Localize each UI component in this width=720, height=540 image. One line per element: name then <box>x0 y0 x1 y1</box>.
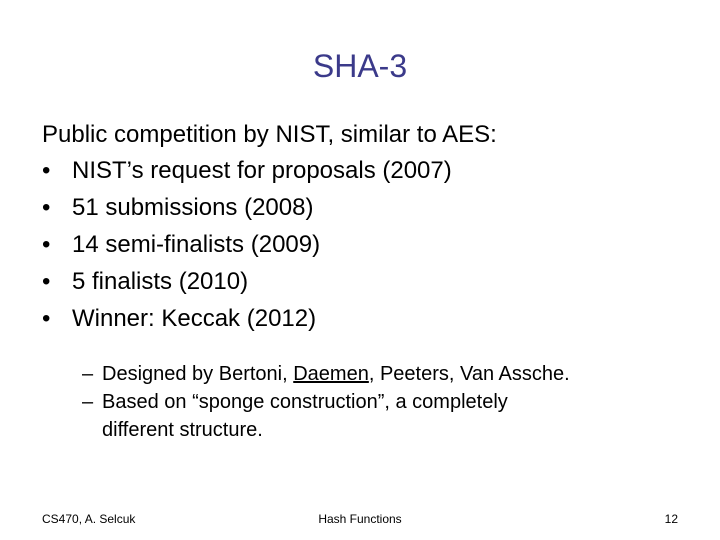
footer-page-number: 12 <box>664 512 678 526</box>
bullet-text: Winner: Keccak (2012) <box>72 305 317 332</box>
intro-text: Public competition by NIST, similar to AES: <box>42 121 497 148</box>
bullet-text: 14 semi-finalists (2009) <box>72 231 321 258</box>
slide-title: SHA-3 <box>312 48 408 84</box>
bullet-item <box>42 263 452 300</box>
sub-bullet-list <box>82 360 570 444</box>
bullet-marker: • <box>42 194 51 221</box>
bullet-item <box>42 189 452 226</box>
bullet-item <box>42 226 452 263</box>
sub-bullet-marker: – <box>82 391 94 413</box>
bullet-text: 51 submissions (2008) <box>72 194 314 221</box>
bullet-marker: • <box>42 268 51 295</box>
footer-topic: Hash Functions <box>318 512 402 526</box>
sub-bullet-designers <box>82 360 570 388</box>
bullet-marker: • <box>42 157 51 184</box>
bullet-marker: • <box>42 305 51 332</box>
bullet-item <box>42 152 452 189</box>
bullet-text: 5 finalists (2010) <box>72 268 249 295</box>
sub-bullet-sponge <box>82 388 570 444</box>
sub-bullet-marker: – <box>82 363 94 385</box>
bullet-item <box>42 300 452 337</box>
bullet-list <box>42 152 452 337</box>
designed-prefix: Designed by Bertoni, <box>102 363 294 385</box>
designer-name-daemen: Daemen <box>293 363 369 385</box>
bullet-text: NIST’s request for proposals (2007) <box>72 157 452 184</box>
footer-author: CS470, A. Selcuk <box>42 512 136 526</box>
bullet-marker: • <box>42 231 51 258</box>
sponge-line-2: different structure. <box>102 419 263 441</box>
designed-suffix: , Peeters, Van Assche. <box>368 363 570 385</box>
sponge-line-1: Based on “sponge construction”, a completely <box>102 391 508 413</box>
